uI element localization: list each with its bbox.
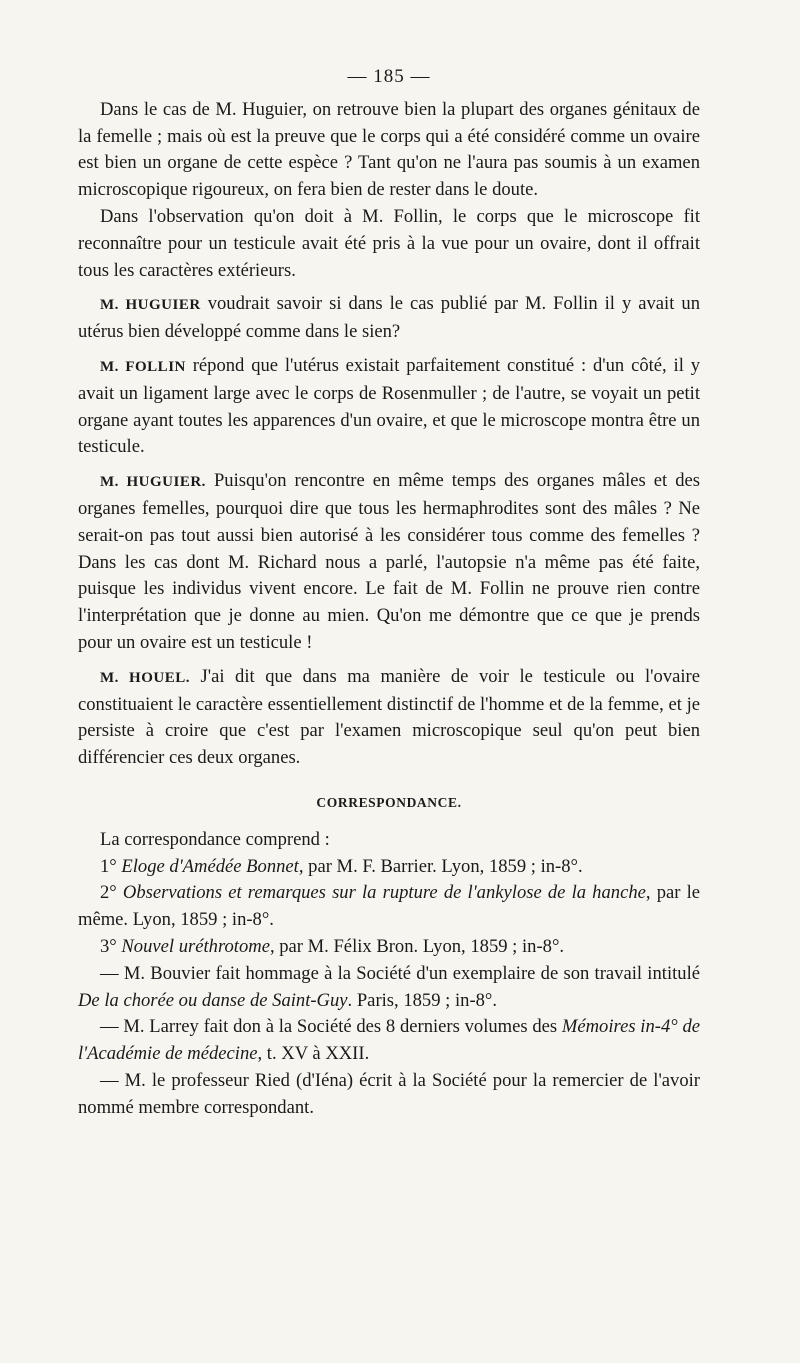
paragraph-text: , t. XV à XXII. [257,1043,370,1065]
intro-paragraph-2: Dans l'observation qu'on doit à M. Follin, le corps que le microscope fit reconnaître pour un testicule avait été pris à la vue pour un ovaire, dont il offrait tous les caractères extérieurs. [78,205,700,281]
item-title: Eloge d'Amédée Bonnet [121,855,299,877]
speaker-text: Puisqu'on rencontre en même temps des organes mâles et des organes femelles, pourquoi dire que tous les hermaphrodites sont des mâles ? Ne serait-on pas tout aussi bien autorisé à les considérer tous comme des femelles ? Dans les cas dont M. Richard nous a parlé, l'autopsie n'a même pas été faite, puisque les individus vivent encore. Le fait de M. Follin ne prouve rien contre l'interprétation que je donne au mien. Qu'on me démontre que ce que je prends pour un ovaire est un testicule ! [78,470,700,653]
speaker-text: voudrait savoir si dans le cas publié par M. Follin il y avait un utérus bien développé comme dans le sien? [78,293,700,343]
item-title: Nouvel uréthrotome [121,935,270,957]
item-number: 1° [100,855,122,877]
discussion-paragraph [78,291,700,346]
list-item [78,854,700,881]
item-number: 3° [100,935,122,957]
speaker-text: répond que l'utérus existait parfaitement constitué : d'un côté, il y avait un ligament large avec le corps de Rosenmuller ; de l'autre, se voyait un petit organe ayant toutes les apparences d'un ovaire, et que le microscope montra être un testicule. [78,354,700,458]
discussion-paragraph [78,353,700,461]
item-details: , par le même. Lyon, 1859 ; in-8°. [78,882,700,931]
item-number: 2° [100,882,123,904]
list-item [78,934,700,961]
correspondance-intro: La correspondance comprend : [100,828,330,850]
discussion-paragraph [78,468,700,657]
discussion-paragraph [78,664,700,772]
page-number: — 185 — [347,66,431,87]
correspondance-list [78,854,700,961]
list-item [78,880,700,934]
work-title: Mémoires in-4° de l'Académie de médecine [78,1016,700,1065]
intro-paragraph-1: Dans le cas de M. Huguier, on retrouve bien la plupart des organes génitaux de la femelle ; mais où est la preuve que le corps qui a été considéré comme un ovaire est bien un organe de cette espèce ? Tant qu'on ne l'aura pas soumis à un examen microscopique rigoureux, on fera bien de rester dans le doute. [78,98,700,201]
bouvier-paragraph [78,961,700,1015]
document-page [78,64,700,1121]
speaker-name: M. HOUEL. [100,669,190,686]
larrey-paragraph [78,1014,700,1068]
section-heading-correspondance: CORRESPONDANCE. [316,794,462,810]
paragraph-text: — M. Bouvier fait hommage à la Société d'un exemplaire de son travail intitulé [100,962,700,984]
work-title: De la chorée ou danse de Saint-Guy [78,989,348,1011]
item-details: , par M. Félix Bron. Lyon, 1859 ; in-8°. [269,935,565,957]
paragraph-text: — M. Larrey fait don à la Société des 8 derniers volumes des [100,1016,562,1038]
speaker-name: M. HUGUIER [100,297,201,314]
item-details: , par M. F. Barrier. Lyon, 1859 ; in-8°. [298,855,583,877]
item-title: Observations et remarques sur la rupture de l'ankylose de la hanche [122,882,646,904]
speaker-name: M. HUGUIER. [100,474,206,491]
speaker-name: M. FOLLIN [100,358,186,375]
ried-paragraph: — M. le professeur Ried (d'Iéna) écrit à la Société pour la remercier de l'avoir nommé membre correspondant. [78,1069,700,1118]
speaker-text: J'ai dit que dans ma manière de voir le testicule ou l'ovaire constituaient le caractère essentiellement distinctif de l'homme et de la femme, et je persiste à croire que c'est par l'examen microscopique seul qu'on peut bien différencier ces deux organes. [78,665,700,769]
paragraph-text: . Paris, 1859 ; in-8°. [347,989,498,1011]
